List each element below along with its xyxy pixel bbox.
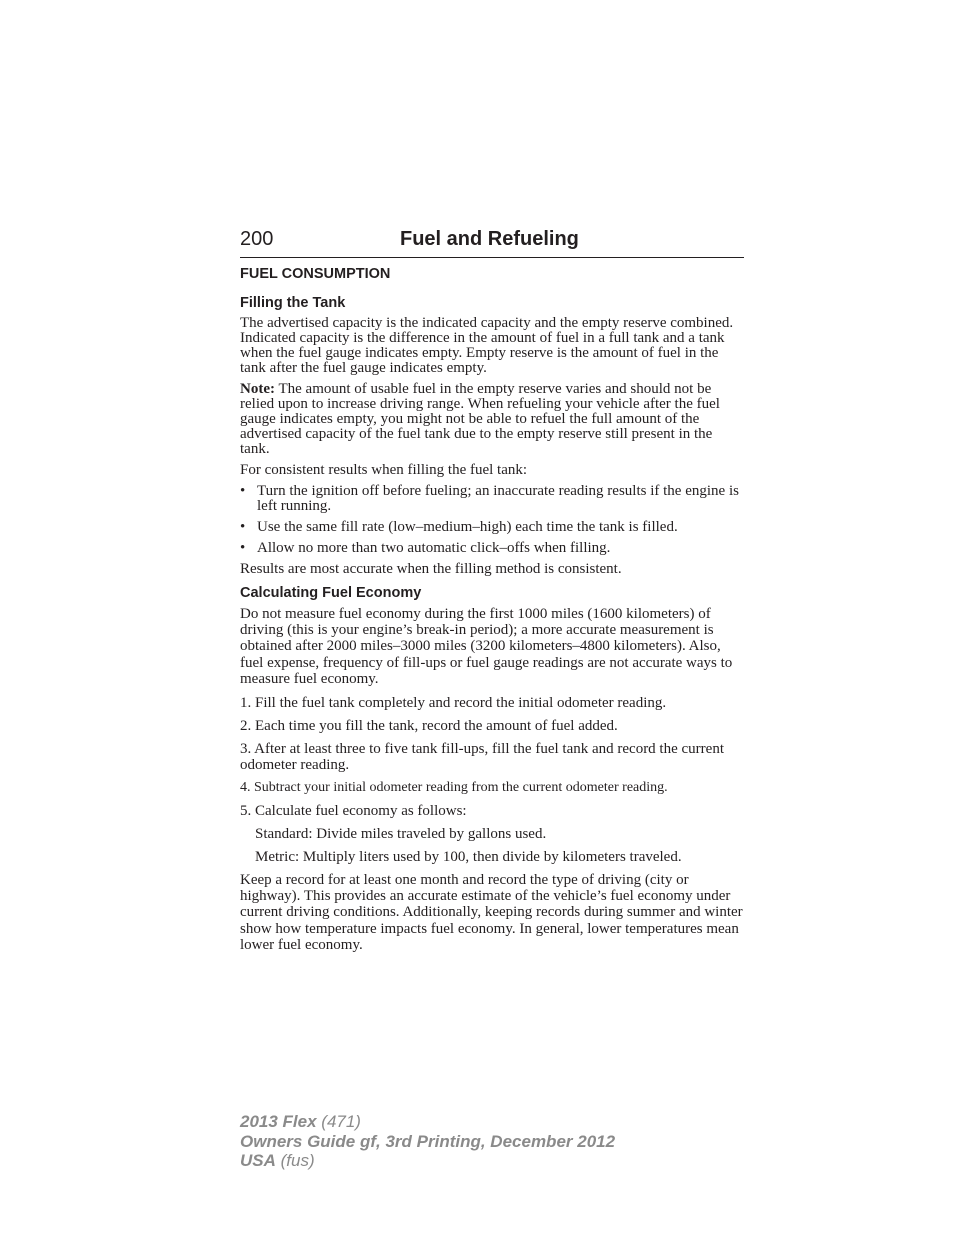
note-paragraph <box>240 382 744 457</box>
note-text: The amount of usable fuel in the empty reserve varies and should not be relied upon to increase driving range. When refueling your vehicle after the fuel gauge indicates empty, you might not be able to refuel the full amount of the advertised capacity of the fuel tank due to the empty reserve still present in the tank. <box>240 381 720 457</box>
step-item: 2. Each time you fill the tank, record the amount of fuel added. <box>240 718 618 735</box>
footer-model-code: (471) <box>316 1112 361 1131</box>
bullet-icon: • <box>240 483 246 499</box>
step-item: 3. After at least three to five tank fill-ups, fill the fuel tank and record the current odometer reading. <box>240 741 724 774</box>
economy-heading: Calculating Fuel Economy <box>240 585 422 601</box>
footer-guide-line <box>240 1132 615 1152</box>
footer-guide: Owners Guide gf, 3rd Printing, December 2012 <box>240 1131 616 1151</box>
metric-formula: Metric: Multiply liters used by 100, then divide by kilometers traveled. <box>255 849 682 866</box>
filling-paragraph: The advertised capacity is the indicated capacity and the empty reserve combined. Indicated capacity is the difference in the amount of fuel in a full tank and a tank when the fuel gauge indicates empty. Empty reserve is the amount of fuel in the tank after the fuel gauge indicates empty. <box>240 315 734 376</box>
list-item: • Use the same fill rate (low–medium–high) each time the tank is filled. <box>240 519 678 535</box>
list-item: • Turn the ignition off before fueling; an inaccurate reading results if the engine is left running. <box>240 483 739 514</box>
footer-market-code: (fus) <box>275 1151 315 1170</box>
filling-closing: Results are most accurate when the filling method is consistent. <box>240 561 622 577</box>
bullet-icon: • <box>240 519 246 535</box>
footer-model-line <box>240 1112 615 1132</box>
bullet-icon: • <box>240 540 246 556</box>
economy-paragraph: Do not measure fuel economy during the first 1000 miles (1600 kilometers) of driving (this is your engine’s break-in period); a more accurate measurement is obtained after 2000 miles–3000 miles (3200 kilometers–4800 kilometers). Also, fuel expense, frequency of fill-ups or fuel gauge readings are not accurate ways to measure fuel economy. <box>240 606 733 687</box>
page-header <box>240 228 744 258</box>
footer-market-line <box>240 1151 615 1171</box>
filling-bullet-list <box>240 484 744 556</box>
section-title: FUEL CONSUMPTION <box>240 266 391 282</box>
page-footer <box>240 1112 615 1171</box>
page-number: 200 <box>240 228 274 250</box>
footer-model: 2013 Flex <box>240 1112 317 1131</box>
note-label: Note: <box>240 381 275 397</box>
list-item: • Allow no more than two automatic click–offs when filling. <box>240 540 611 556</box>
filling-intro: For consistent results when filling the fuel tank: <box>240 462 528 478</box>
step-item: 4. Subtract your initial odometer reading from the current odometer reading. <box>240 780 668 796</box>
page-content <box>240 228 744 959</box>
chapter-title: Fuel and Refueling <box>400 228 579 250</box>
filling-heading: Filling the Tank <box>240 295 346 311</box>
footer-market: USA <box>240 1151 276 1170</box>
step-item: 5. Calculate fuel economy as follows: <box>240 803 467 820</box>
standard-formula: Standard: Divide miles traveled by gallons used. <box>255 826 547 843</box>
economy-closing: Keep a record for at least one month and record the type of driving (city or highway). This provides an accurate estimate of the vehicle’s fuel economy under current driving conditions. Additionally, keeping records during summer and winter show how temperature impacts fuel economy. In general, lower temperatures mean lower fuel economy. <box>240 872 743 953</box>
step-item: 1. Fill the fuel tank completely and record the initial odometer reading. <box>240 695 667 712</box>
